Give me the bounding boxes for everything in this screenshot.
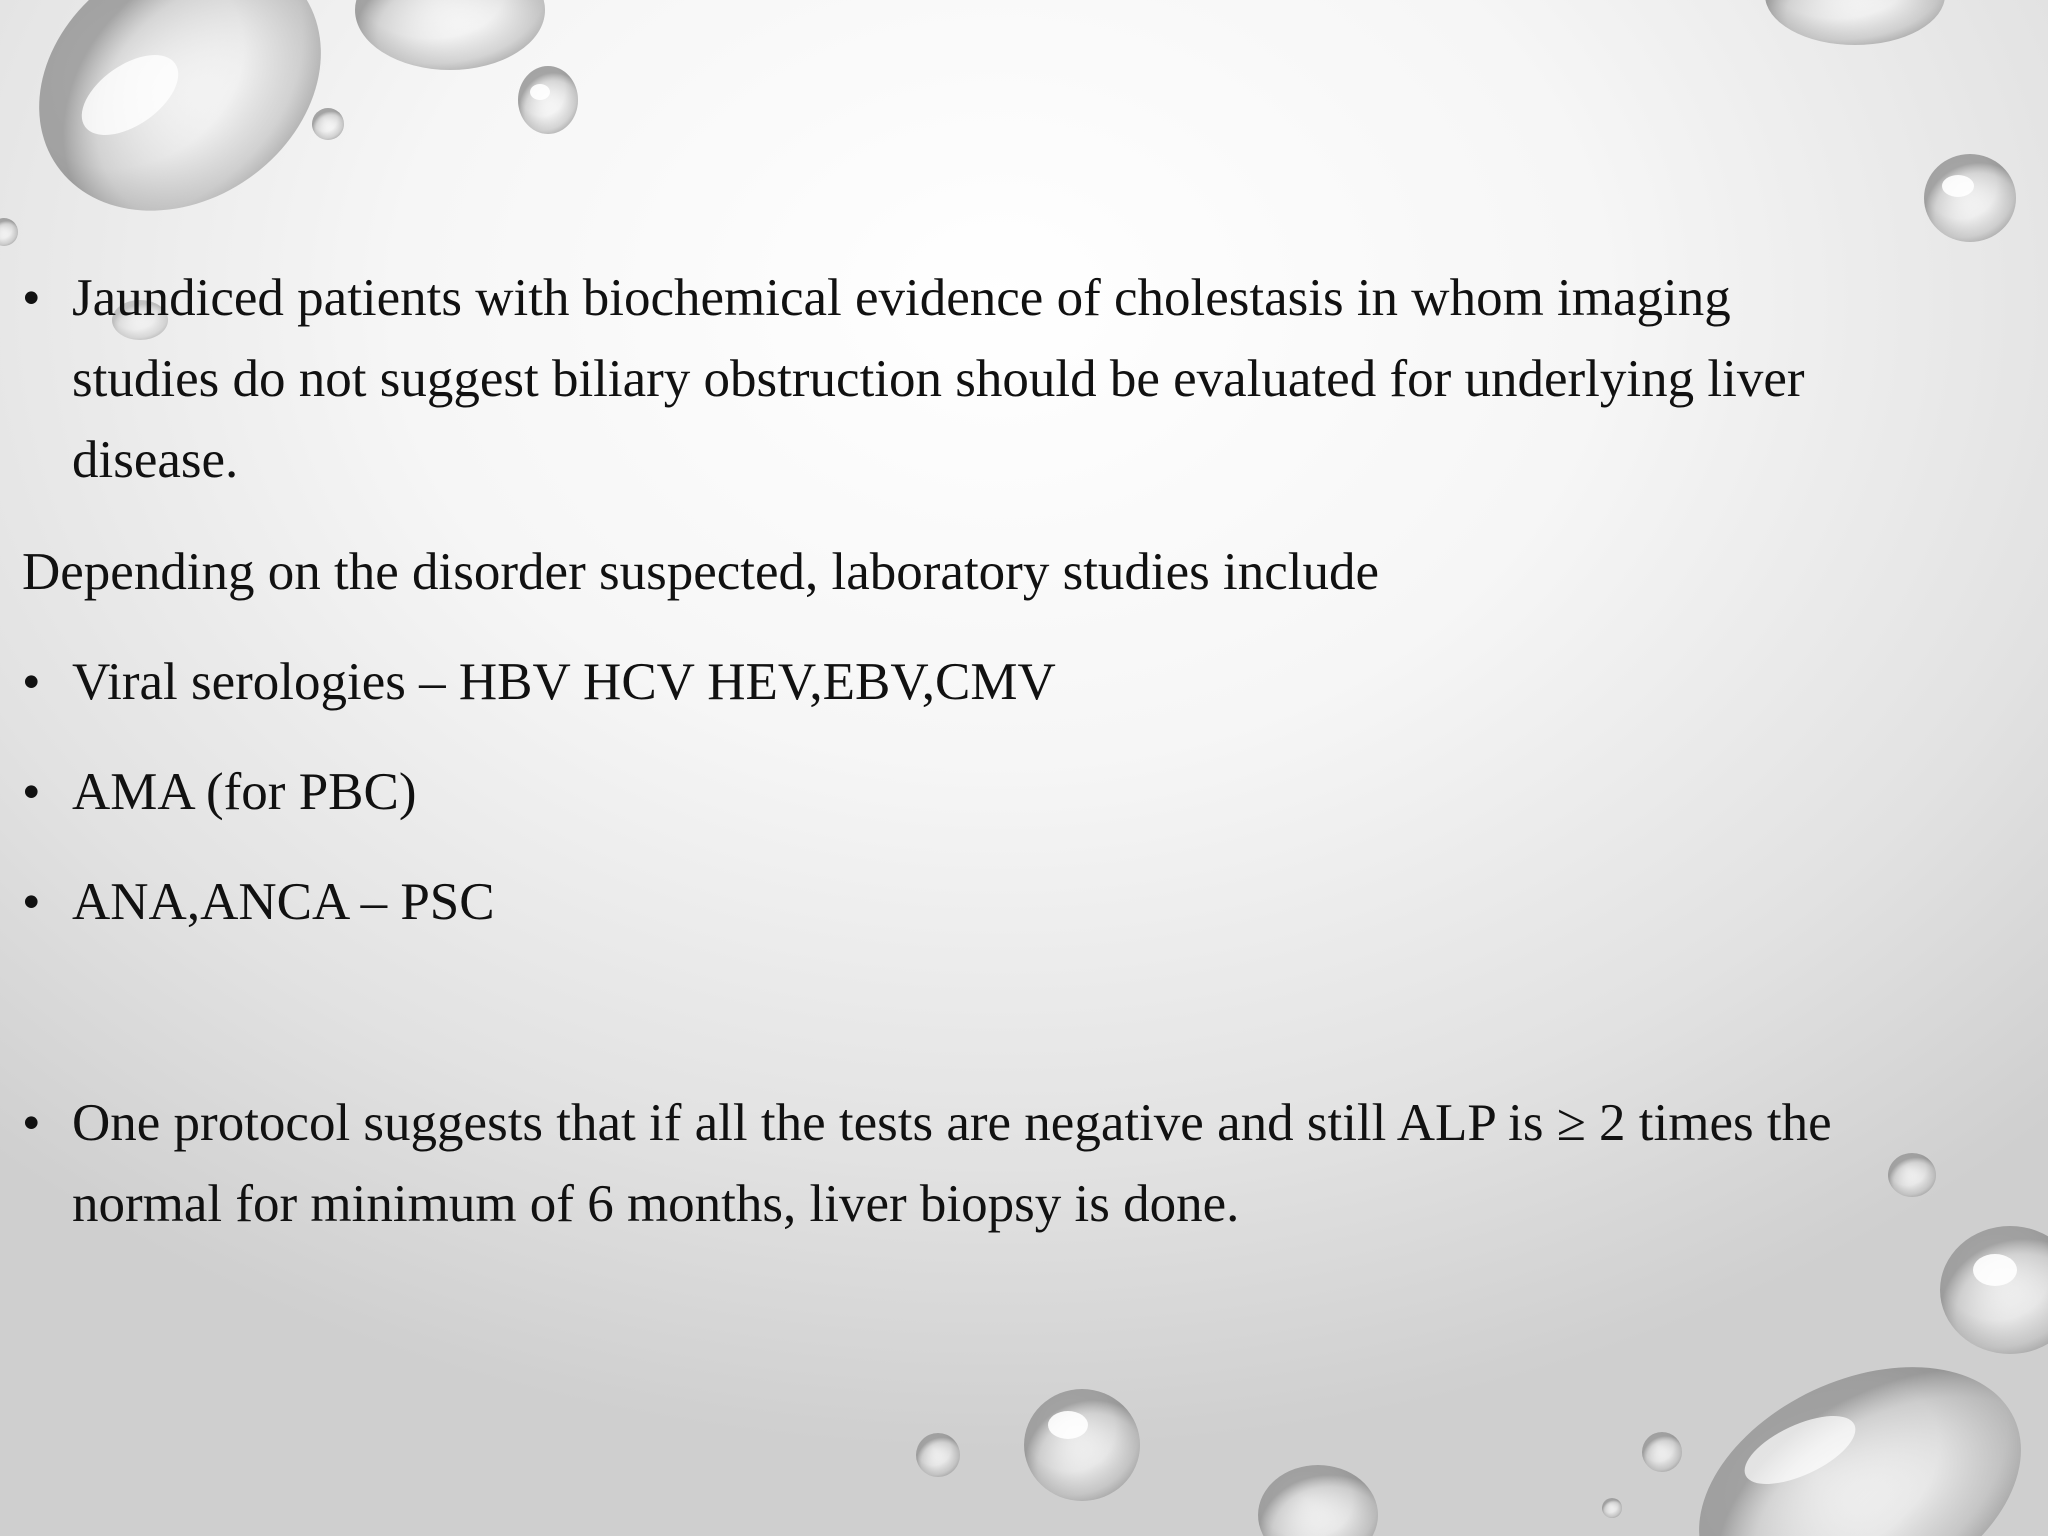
- bullet-line-2: studies do not suggest biliary obstruction should be evaluated for underlying liver: [72, 350, 1805, 408]
- bullet-line-1: Jaundiced patients with biochemical evidence of cholestasis in whom imaging: [72, 269, 1731, 327]
- intro-text: Depending on the disorder suspected, laboratory studies include: [22, 543, 1380, 601]
- test-item-text: ANA,ANCA – PSC: [72, 873, 495, 931]
- test-item-text: Viral serologies – HBV HCV HEV,EBV,CMV: [72, 653, 1056, 711]
- bullet-glyph: •: [22, 653, 41, 711]
- protocol-line-2: normal for minimum of 6 months, liver biopsy is done.: [72, 1175, 1240, 1233]
- bullet-glyph: •: [22, 1094, 41, 1152]
- bullet-glyph: •: [22, 269, 41, 327]
- test-item-text: AMA (for PBC): [72, 763, 417, 821]
- protocol-line-1: One protocol suggests that if all the tests are negative and still ALP is ≥ 2 times the: [72, 1094, 1832, 1152]
- bullet-glyph: •: [22, 763, 41, 821]
- bullet-glyph: •: [22, 873, 41, 931]
- bullet-line-3: disease.: [72, 431, 239, 489]
